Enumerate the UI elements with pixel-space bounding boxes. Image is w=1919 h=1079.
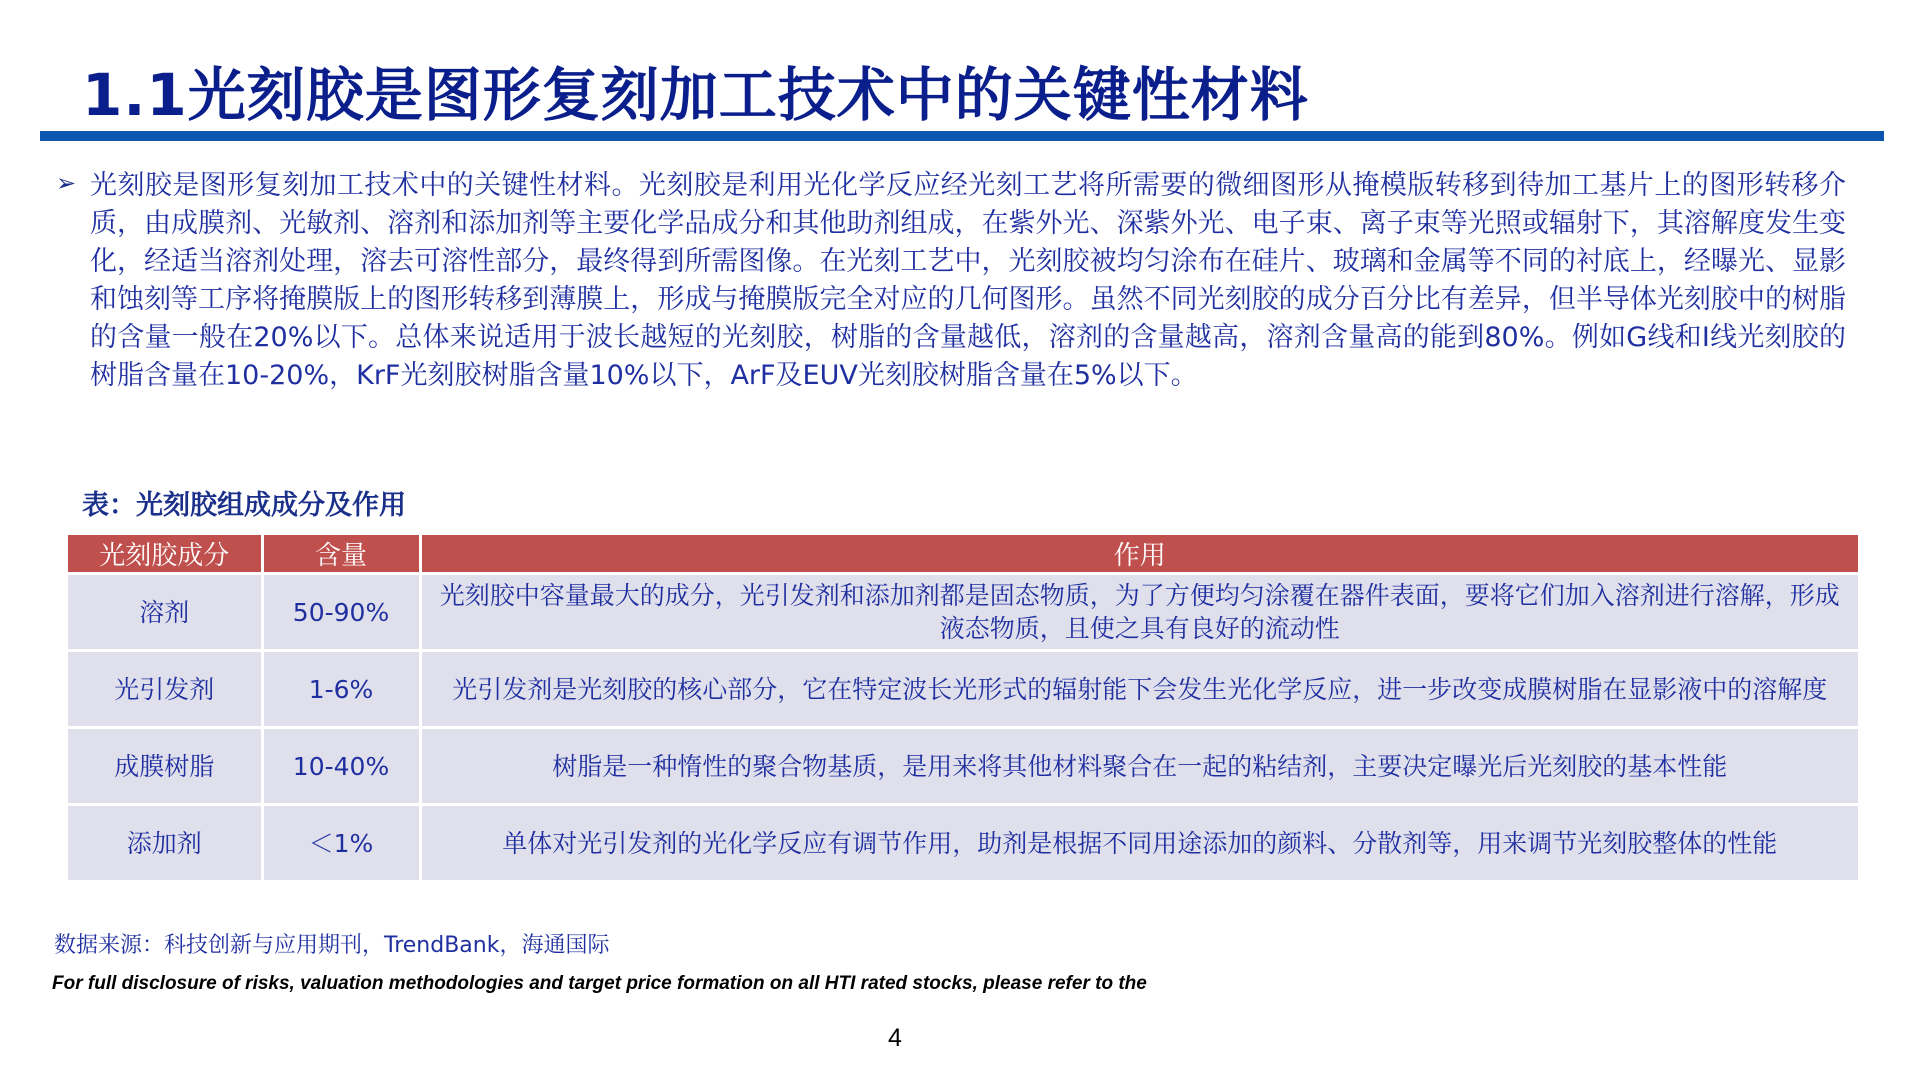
cell-role: 树脂是一种惰性的聚合物基质，是用来将其他材料聚合在一起的粘结剂，主要决定曝光后光刻胶的基本性能	[420, 728, 1858, 805]
disclosure-text: For full disclosure of risks, valuation methodologies and target price formation on all HTI rated stocks, please refer to the	[52, 973, 1147, 994]
table-row	[68, 651, 1858, 728]
bullet-text: 光刻胶是图形复刻加工技术中的关键性材料。光刻胶是利用光化学反应经光刻工艺将所需要的微细图形从掩模版转移到待加工基片上的图形转移介质，由成膜剂、光敏剂、溶剂和添加剂等主要化学品成分和其他助剂组成，在紫外光、深紫外光、电子束、离子束等光照或辐射下，其溶解度发生变化，经适当溶剂处理，溶去可溶性部分，最终得到所需图像。在光刻工艺中，光刻胶被均匀涂布在硅片、玻璃和金属等不同的衬底上，经曝光、显影和蚀刻等工序将掩膜版上的图形转移到薄膜上，形成与掩膜版完全对应的几何图形。虽然不同光刻胶的成分百分比有差异，但半导体光刻胶中的树脂的含量一般在20%以下。总体来说适用于波长越短的光刻胶，树脂的含量越低，溶剂的含量越高，溶剂含量高的能到80%。例如G线和I线光刻胶的树脂含量在10-20%，KrF光刻胶树脂含量10%以下，ArF及EUV光刻胶树脂含量在5%以下。	[90, 170, 1846, 391]
arrow-bullet-icon: ➢	[56, 169, 77, 197]
header-amount: 含量	[262, 535, 420, 574]
table-row	[68, 805, 1858, 881]
table-header-row	[68, 535, 1858, 574]
data-source: 数据来源：科技创新与应用期刊，TrendBank，海通国际	[54, 933, 610, 958]
cell-amount: 50-90%	[262, 574, 420, 651]
cell-role: 光刻胶中容量最大的成分，光引发剂和添加剂都是固态物质，为了方便均匀涂覆在器件表面，要将它们加入溶剂进行溶解，形成液态物质，且使之具有良好的流动性	[420, 574, 1858, 651]
page-number: 4	[888, 1024, 902, 1052]
bullet-paragraph	[56, 167, 1846, 395]
table-row	[68, 728, 1858, 805]
table-caption: 表：光刻胶组成成分及作用	[82, 490, 406, 521]
table-row	[68, 574, 1858, 651]
header-role: 作用	[420, 535, 1858, 574]
cell-amount: 1-6%	[262, 651, 420, 728]
page-title: 1.1光刻胶是图形复刻加工技术中的关键性材料	[82, 61, 1309, 129]
cell-component: 溶剂	[68, 574, 262, 651]
cell-role: 单体对光引发剂的光化学反应有调节作用，助剂是根据不同用途添加的颜料、分散剂等，用来调节光刻胶整体的性能	[420, 805, 1858, 881]
cell-component: 添加剂	[68, 805, 262, 881]
title-divider	[40, 131, 1884, 141]
cell-component: 成膜树脂	[68, 728, 262, 805]
cell-component: 光引发剂	[68, 651, 262, 728]
composition-table	[68, 535, 1858, 880]
cell-amount: ＜1%	[262, 805, 420, 881]
header-component: 光刻胶成分	[68, 535, 262, 574]
cell-amount: 10-40%	[262, 728, 420, 805]
cell-role: 光引发剂是光刻胶的核心部分，它在特定波长光形式的辐射能下会发生光化学反应，进一步改变成膜树脂在显影液中的溶解度	[420, 651, 1858, 728]
